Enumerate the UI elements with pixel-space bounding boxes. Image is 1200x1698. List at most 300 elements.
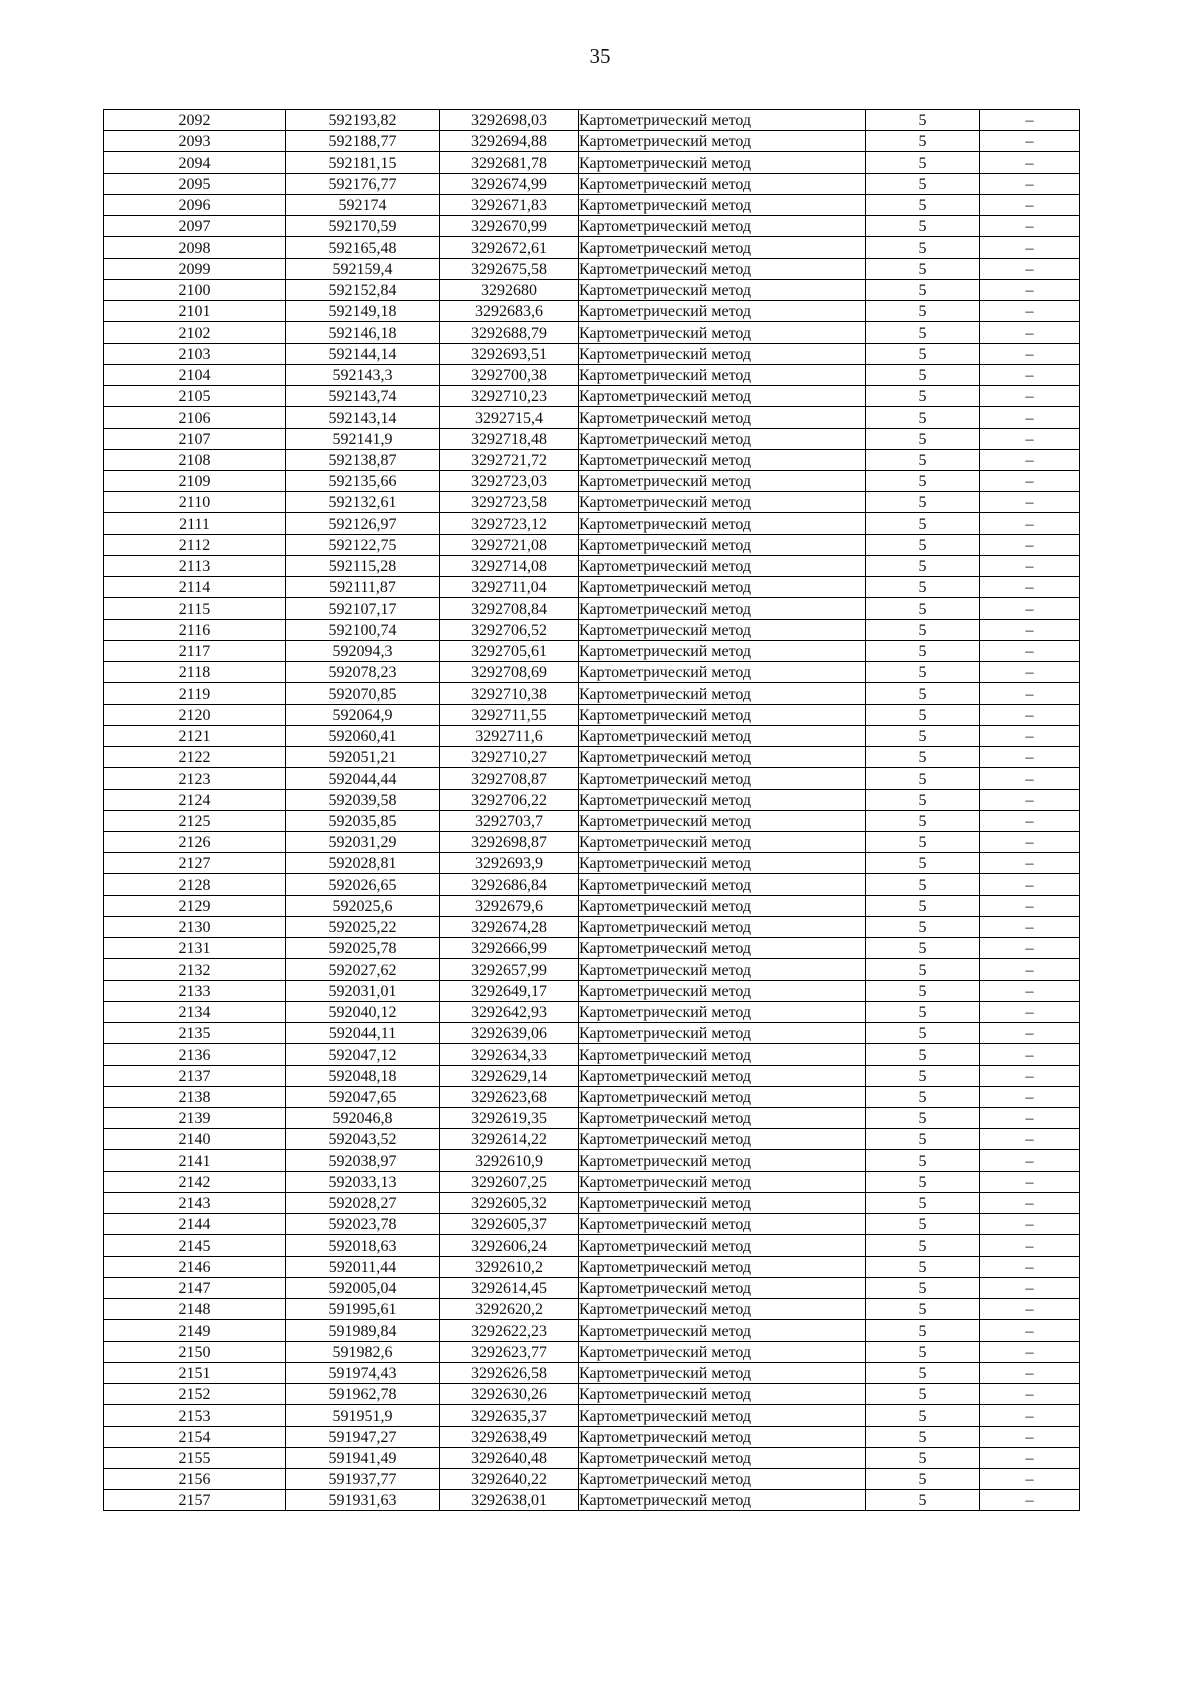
note-cell: – [980, 640, 1080, 661]
method-cell: Картометрический метод [579, 895, 866, 916]
coordinate-x-cell: 592035,85 [286, 810, 440, 831]
point-number-cell: 2118 [104, 662, 286, 683]
coordinate-y-cell: 3292693,51 [440, 343, 579, 364]
coordinate-x-cell: 592152,84 [286, 279, 440, 300]
coordinate-x-cell: 592043,52 [286, 1129, 440, 1150]
table-row [104, 513, 1080, 534]
coordinate-x-cell: 592047,12 [286, 1044, 440, 1065]
coordinate-y-cell: 3292710,27 [440, 747, 579, 768]
coordinate-x-cell: 592174 [286, 194, 440, 215]
point-number-cell: 2102 [104, 322, 286, 343]
accuracy-cell: 5 [866, 619, 980, 640]
table-row [104, 322, 1080, 343]
point-number-cell: 2136 [104, 1044, 286, 1065]
method-cell: Картометрический метод [579, 1129, 866, 1150]
coordinate-x-cell: 592146,18 [286, 322, 440, 343]
note-cell: – [980, 492, 1080, 513]
coordinate-y-cell: 3292614,22 [440, 1129, 579, 1150]
method-cell: Картометрический метод [579, 173, 866, 194]
point-number-cell: 2112 [104, 534, 286, 555]
method-cell: Картометрический метод [579, 747, 866, 768]
table-row [104, 237, 1080, 258]
method-cell: Картометрический метод [579, 470, 866, 491]
method-cell: Картометрический метод [579, 364, 866, 385]
method-cell: Картометрический метод [579, 577, 866, 598]
method-cell: Картометрический метод [579, 513, 866, 534]
method-cell: Картометрический метод [579, 1214, 866, 1235]
table-row [104, 810, 1080, 831]
table-row [104, 110, 1080, 131]
note-cell: – [980, 1447, 1080, 1468]
note-cell: – [980, 1214, 1080, 1235]
method-cell: Картометрический метод [579, 258, 866, 279]
coordinate-y-cell: 3292706,22 [440, 789, 579, 810]
point-number-cell: 2119 [104, 683, 286, 704]
point-number-cell: 2151 [104, 1362, 286, 1383]
point-number-cell: 2155 [104, 1447, 286, 1468]
coordinate-x-cell: 592138,87 [286, 449, 440, 470]
accuracy-cell: 5 [866, 1490, 980, 1511]
point-number-cell: 2141 [104, 1150, 286, 1171]
coordinate-x-cell: 591989,84 [286, 1320, 440, 1341]
coordinate-x-cell: 592031,01 [286, 980, 440, 1001]
accuracy-cell: 5 [866, 428, 980, 449]
coordinate-y-cell: 3292649,17 [440, 980, 579, 1001]
coordinate-x-cell: 592028,81 [286, 853, 440, 874]
method-cell: Картометрический метод [579, 216, 866, 237]
accuracy-cell: 5 [866, 110, 980, 131]
coordinate-x-cell: 592188,77 [286, 131, 440, 152]
table-row [104, 916, 1080, 937]
coordinate-y-cell: 3292623,77 [440, 1341, 579, 1362]
note-cell: – [980, 1129, 1080, 1150]
coordinate-y-cell: 3292642,93 [440, 1001, 579, 1022]
point-number-cell: 2135 [104, 1023, 286, 1044]
coordinate-y-cell: 3292605,37 [440, 1214, 579, 1235]
point-number-cell: 2122 [104, 747, 286, 768]
note-cell: – [980, 874, 1080, 895]
method-cell: Картометрический метод [579, 555, 866, 576]
method-cell: Картометрический метод [579, 1171, 866, 1192]
table-row [104, 279, 1080, 300]
method-cell: Картометрический метод [579, 938, 866, 959]
table-row [104, 831, 1080, 852]
coordinate-x-cell: 592176,77 [286, 173, 440, 194]
accuracy-cell: 5 [866, 1320, 980, 1341]
coordinate-x-cell: 592005,04 [286, 1277, 440, 1298]
coordinate-x-cell: 592048,18 [286, 1065, 440, 1086]
accuracy-cell: 5 [866, 1405, 980, 1426]
method-cell: Картометрический метод [579, 810, 866, 831]
accuracy-cell: 5 [866, 279, 980, 300]
point-number-cell: 2154 [104, 1426, 286, 1447]
method-cell: Картометрический метод [579, 301, 866, 322]
method-cell: Картометрический метод [579, 279, 866, 300]
accuracy-cell: 5 [866, 1150, 980, 1171]
table-row [104, 1426, 1080, 1447]
note-cell: – [980, 747, 1080, 768]
accuracy-cell: 5 [866, 322, 980, 343]
note-cell: – [980, 959, 1080, 980]
coordinate-x-cell: 592040,12 [286, 1001, 440, 1022]
table-row [104, 789, 1080, 810]
point-number-cell: 2132 [104, 959, 286, 980]
method-cell: Картометрический метод [579, 1065, 866, 1086]
note-cell: – [980, 1384, 1080, 1405]
accuracy-cell: 5 [866, 959, 980, 980]
point-number-cell: 2099 [104, 258, 286, 279]
method-cell: Картометрический метод [579, 1192, 866, 1213]
table-row [104, 386, 1080, 407]
note-cell: – [980, 1490, 1080, 1511]
method-cell: Картометрический метод [579, 704, 866, 725]
accuracy-cell: 5 [866, 258, 980, 279]
table-row [104, 1447, 1080, 1468]
note-cell: – [980, 1362, 1080, 1383]
table-row [104, 216, 1080, 237]
method-cell: Картометрический метод [579, 1001, 866, 1022]
note-cell: – [980, 322, 1080, 343]
accuracy-cell: 5 [866, 131, 980, 152]
point-number-cell: 2108 [104, 449, 286, 470]
table-row [104, 1192, 1080, 1213]
coordinate-x-cell: 592070,85 [286, 683, 440, 704]
coordinate-y-cell: 3292638,49 [440, 1426, 579, 1447]
table-row [104, 194, 1080, 215]
table-row [104, 407, 1080, 428]
coordinate-x-cell: 592100,74 [286, 619, 440, 640]
table-row [104, 301, 1080, 322]
note-cell: – [980, 1065, 1080, 1086]
point-number-cell: 2095 [104, 173, 286, 194]
coordinate-y-cell: 3292688,79 [440, 322, 579, 343]
coordinate-x-cell: 592094,3 [286, 640, 440, 661]
table-row [104, 1235, 1080, 1256]
method-cell: Картометрический метод [579, 131, 866, 152]
table-row [104, 1320, 1080, 1341]
coordinate-y-cell: 3292698,03 [440, 110, 579, 131]
page-number: 35 [589, 44, 611, 68]
table-row [104, 1001, 1080, 1022]
table-row [104, 152, 1080, 173]
table-row [104, 577, 1080, 598]
point-number-cell: 2103 [104, 343, 286, 364]
method-cell: Картометрический метод [579, 386, 866, 407]
method-cell: Картометрический метод [579, 194, 866, 215]
coordinate-y-cell: 3292694,88 [440, 131, 579, 152]
method-cell: Картометрический метод [579, 874, 866, 895]
point-number-cell: 2156 [104, 1469, 286, 1490]
coordinate-x-cell: 592122,75 [286, 534, 440, 555]
note-cell: – [980, 768, 1080, 789]
coordinate-x-cell: 592126,97 [286, 513, 440, 534]
point-number-cell: 2114 [104, 577, 286, 598]
note-cell: – [980, 980, 1080, 1001]
coordinate-y-cell: 3292710,23 [440, 386, 579, 407]
method-cell: Картометрический метод [579, 1235, 866, 1256]
point-number-cell: 2098 [104, 237, 286, 258]
note-cell: – [980, 1192, 1080, 1213]
table-row [104, 598, 1080, 619]
accuracy-cell: 5 [866, 1426, 980, 1447]
coordinate-x-cell: 592018,63 [286, 1235, 440, 1256]
note-cell: – [980, 895, 1080, 916]
point-number-cell: 2157 [104, 1490, 286, 1511]
coordinate-y-cell: 3292614,45 [440, 1277, 579, 1298]
coordinate-x-cell: 591937,77 [286, 1469, 440, 1490]
note-cell: – [980, 1023, 1080, 1044]
table-row [104, 131, 1080, 152]
table-row [104, 1341, 1080, 1362]
coordinate-y-cell: 3292671,83 [440, 194, 579, 215]
table-row [104, 1214, 1080, 1235]
coordinate-x-cell: 592028,27 [286, 1192, 440, 1213]
coordinate-y-cell: 3292626,58 [440, 1362, 579, 1383]
note-cell: – [980, 279, 1080, 300]
coordinate-x-cell: 592027,62 [286, 959, 440, 980]
accuracy-cell: 5 [866, 364, 980, 385]
method-cell: Картометрический метод [579, 1108, 866, 1129]
coordinate-y-cell: 3292629,14 [440, 1065, 579, 1086]
accuracy-cell: 5 [866, 1299, 980, 1320]
point-number-cell: 2106 [104, 407, 286, 428]
accuracy-cell: 5 [866, 1447, 980, 1468]
coordinate-y-cell: 3292638,01 [440, 1490, 579, 1511]
note-cell: – [980, 534, 1080, 555]
point-number-cell: 2096 [104, 194, 286, 215]
method-cell: Картометрический метод [579, 534, 866, 555]
method-cell: Картометрический метод [579, 725, 866, 746]
table-row [104, 1384, 1080, 1405]
point-number-cell: 2146 [104, 1256, 286, 1277]
accuracy-cell: 5 [866, 577, 980, 598]
coordinate-y-cell: 3292657,99 [440, 959, 579, 980]
coordinate-x-cell: 592023,78 [286, 1214, 440, 1235]
point-number-cell: 2139 [104, 1108, 286, 1129]
coordinate-x-cell: 592038,97 [286, 1150, 440, 1171]
point-number-cell: 2124 [104, 789, 286, 810]
table-row [104, 619, 1080, 640]
coordinate-x-cell: 592025,78 [286, 938, 440, 959]
table-row [104, 258, 1080, 279]
coordinate-y-cell: 3292721,72 [440, 449, 579, 470]
note-cell: – [980, 428, 1080, 449]
method-cell: Картометрический метод [579, 1256, 866, 1277]
note-cell: – [980, 831, 1080, 852]
coordinate-y-cell: 3292700,38 [440, 364, 579, 385]
point-number-cell: 2129 [104, 895, 286, 916]
accuracy-cell: 5 [866, 1235, 980, 1256]
coordinate-y-cell: 3292675,58 [440, 258, 579, 279]
method-cell: Картометрический метод [579, 1362, 866, 1383]
coordinate-y-cell: 3292610,2 [440, 1256, 579, 1277]
table-row [104, 959, 1080, 980]
coordinate-x-cell: 591974,43 [286, 1362, 440, 1383]
accuracy-cell: 5 [866, 1192, 980, 1213]
note-cell: – [980, 916, 1080, 937]
coordinate-x-cell: 592078,23 [286, 662, 440, 683]
point-number-cell: 2147 [104, 1277, 286, 1298]
accuracy-cell: 5 [866, 173, 980, 194]
note-cell: – [980, 386, 1080, 407]
point-number-cell: 2113 [104, 555, 286, 576]
coordinate-y-cell: 3292610,9 [440, 1150, 579, 1171]
coordinate-x-cell: 592181,15 [286, 152, 440, 173]
note-cell: – [980, 216, 1080, 237]
coordinate-x-cell: 592031,29 [286, 831, 440, 852]
table-row [104, 343, 1080, 364]
coordinate-y-cell: 3292723,12 [440, 513, 579, 534]
note-cell: – [980, 131, 1080, 152]
table-row [104, 1277, 1080, 1298]
note-cell: – [980, 1277, 1080, 1298]
method-cell: Картометрический метод [579, 1426, 866, 1447]
accuracy-cell: 5 [866, 1108, 980, 1129]
note-cell: – [980, 1001, 1080, 1022]
table-row [104, 747, 1080, 768]
accuracy-cell: 5 [866, 704, 980, 725]
coordinate-y-cell: 3292606,24 [440, 1235, 579, 1256]
method-cell: Картометрический метод [579, 322, 866, 343]
coordinate-x-cell: 592051,21 [286, 747, 440, 768]
point-number-cell: 2110 [104, 492, 286, 513]
coordinate-y-cell: 3292698,87 [440, 831, 579, 852]
table-row [104, 1405, 1080, 1426]
table-row [104, 640, 1080, 661]
accuracy-cell: 5 [866, 343, 980, 364]
table-row [104, 895, 1080, 916]
note-cell: – [980, 237, 1080, 258]
point-number-cell: 2120 [104, 704, 286, 725]
coordinate-y-cell: 3292683,6 [440, 301, 579, 322]
coordinate-x-cell: 592115,28 [286, 555, 440, 576]
coordinate-x-cell: 592033,13 [286, 1171, 440, 1192]
method-cell: Картометрический метод [579, 110, 866, 131]
accuracy-cell: 5 [866, 216, 980, 237]
point-number-cell: 2092 [104, 110, 286, 131]
point-number-cell: 2127 [104, 853, 286, 874]
note-cell: – [980, 789, 1080, 810]
accuracy-cell: 5 [866, 1384, 980, 1405]
table-row [104, 1299, 1080, 1320]
note-cell: – [980, 343, 1080, 364]
table-row [104, 534, 1080, 555]
method-cell: Картометрический метод [579, 640, 866, 661]
table-row [104, 980, 1080, 1001]
note-cell: – [980, 364, 1080, 385]
coordinate-y-cell: 3292711,04 [440, 577, 579, 598]
point-number-cell: 2142 [104, 1171, 286, 1192]
method-cell: Картометрический метод [579, 1469, 866, 1490]
method-cell: Картометрический метод [579, 1320, 866, 1341]
note-cell: – [980, 619, 1080, 640]
accuracy-cell: 5 [866, 492, 980, 513]
point-number-cell: 2109 [104, 470, 286, 491]
accuracy-cell: 5 [866, 853, 980, 874]
accuracy-cell: 5 [866, 640, 980, 661]
table-row [104, 1469, 1080, 1490]
accuracy-cell: 5 [866, 980, 980, 1001]
coordinate-y-cell: 3292710,38 [440, 683, 579, 704]
coordinate-x-cell: 592159,4 [286, 258, 440, 279]
table-row [104, 874, 1080, 895]
accuracy-cell: 5 [866, 874, 980, 895]
point-number-cell: 2130 [104, 916, 286, 937]
accuracy-cell: 5 [866, 1086, 980, 1107]
accuracy-cell: 5 [866, 810, 980, 831]
method-cell: Картометрический метод [579, 152, 866, 173]
table-row [104, 853, 1080, 874]
table-row [104, 1150, 1080, 1171]
coordinate-x-cell: 592143,74 [286, 386, 440, 407]
coordinate-y-cell: 3292711,55 [440, 704, 579, 725]
coordinate-y-cell: 3292640,22 [440, 1469, 579, 1490]
point-number-cell: 2131 [104, 938, 286, 959]
method-cell: Картометрический метод [579, 407, 866, 428]
accuracy-cell: 5 [866, 789, 980, 810]
note-cell: – [980, 853, 1080, 874]
table-row [104, 364, 1080, 385]
accuracy-cell: 5 [866, 237, 980, 258]
coordinate-y-cell: 3292666,99 [440, 938, 579, 959]
note-cell: – [980, 577, 1080, 598]
coordinate-y-cell: 3292635,37 [440, 1405, 579, 1426]
table-row [104, 1171, 1080, 1192]
point-number-cell: 2117 [104, 640, 286, 661]
method-cell: Картометрический метод [579, 831, 866, 852]
table-row [104, 725, 1080, 746]
accuracy-cell: 5 [866, 1001, 980, 1022]
table-row [104, 768, 1080, 789]
coordinate-y-cell: 3292715,4 [440, 407, 579, 428]
point-number-cell: 2133 [104, 980, 286, 1001]
accuracy-cell: 5 [866, 449, 980, 470]
note-cell: – [980, 1405, 1080, 1426]
point-number-cell: 2148 [104, 1299, 286, 1320]
accuracy-cell: 5 [866, 1341, 980, 1362]
note-cell: – [980, 555, 1080, 576]
coordinate-y-cell: 3292718,48 [440, 428, 579, 449]
accuracy-cell: 5 [866, 1129, 980, 1150]
method-cell: Картометрический метод [579, 1044, 866, 1065]
method-cell: Картометрический метод [579, 768, 866, 789]
method-cell: Картометрический метод [579, 916, 866, 937]
table-row [104, 1362, 1080, 1383]
note-cell: – [980, 598, 1080, 619]
coordinate-x-cell: 592132,61 [286, 492, 440, 513]
coordinate-x-cell: 592064,9 [286, 704, 440, 725]
accuracy-cell: 5 [866, 152, 980, 173]
table-row [104, 1256, 1080, 1277]
coordinate-y-cell: 3292670,99 [440, 216, 579, 237]
note-cell: – [980, 1256, 1080, 1277]
coordinate-y-cell: 3292721,08 [440, 534, 579, 555]
coordinate-y-cell: 3292681,78 [440, 152, 579, 173]
note-cell: – [980, 1320, 1080, 1341]
point-number-cell: 2115 [104, 598, 286, 619]
note-cell: – [980, 407, 1080, 428]
coordinate-y-cell: 3292630,26 [440, 1384, 579, 1405]
point-number-cell: 2111 [104, 513, 286, 534]
note-cell: – [980, 152, 1080, 173]
coordinate-x-cell: 592044,11 [286, 1023, 440, 1044]
coordinate-y-cell: 3292706,52 [440, 619, 579, 640]
table-row [104, 1044, 1080, 1065]
note-cell: – [980, 1108, 1080, 1129]
method-cell: Картометрический метод [579, 1341, 866, 1362]
note-cell: – [980, 1086, 1080, 1107]
note-cell: – [980, 449, 1080, 470]
